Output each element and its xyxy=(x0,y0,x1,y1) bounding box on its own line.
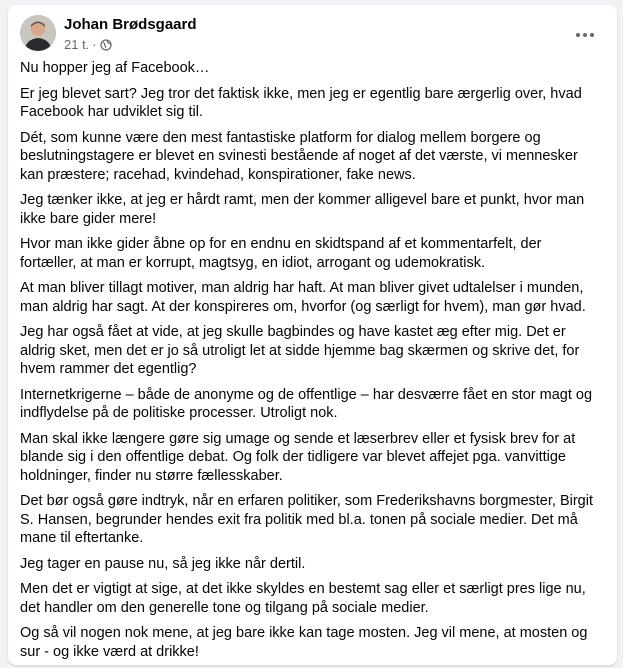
post-paragraph: Jeg tænker ikke, at jeg er hårdt ramt, men der kommer alligevel bare et punkt, hvor man ikke bare gider mere! xyxy=(20,192,585,227)
globe-icon[interactable] xyxy=(100,39,112,51)
meta-separator: · xyxy=(92,37,97,52)
post-paragraph: Nu hopper jeg af Facebook… xyxy=(20,60,210,76)
post-paragraph: At man bliver tillagt motiver, man aldrig har haft. At man bliver givet udtalelser i munden, man aldrig har sagt. At der konspireres om, hvorfor (og særligt for hvem), man gør hvad. xyxy=(20,280,586,315)
post-paragraph: Og så vil nogen nok mene, at jeg bare ikke kan tage mosten. Jeg vil mene, at mosten og sur - og ikke værd at drikke! xyxy=(20,625,588,660)
post-paragraph: Dét, som kunne være den mest fantastiske platform for dialog mellem borgere og beslutningstagere er blevet en svinesti bestående af noget af det værste, vi mennesker kan præstere; racehad, kvindehad, konspirationer, fake news. xyxy=(20,129,578,183)
post-paragraph: Er jeg blevet sart? Jeg tror det faktisk ikke, men jeg er egentlig bare ærgerlig over, hvad Facebook har udviklet sig til. xyxy=(20,85,582,120)
post-paragraph: Internetkrigerne – både de anonyme og de offentlige – har desværre fået en stor magt og indflydelse på de politiske processer. Utroligt nok. xyxy=(20,386,593,421)
post-paragraph: Jeg tager en pause nu, så jeg ikke når dertil. xyxy=(20,555,306,572)
post-paragraph: Men det er vigtigt at sige, at det ikke skyldes en bestemt sag eller et særligt pres lige nu, det handler om den generelle tone og tilgang på sociale medier. xyxy=(20,581,586,616)
post-card xyxy=(8,5,617,665)
post-header xyxy=(20,15,605,55)
post-paragraph: Hvor man ikke gider åbne op for en endnu en skidtspand af et kommentarfelt, der fortæller, at man er korrupt, magtsyg, en idiot, arrogant og udemokratisk. xyxy=(20,236,542,271)
post-timestamp[interactable]: 21 t. xyxy=(64,37,90,52)
post-paragraph: Man skal ikke længere gøre sig umage og sende et læserbrev eller et fysisk brev for at blande sig i den offentlige debat. Og folk der tidligere var blevet affejet pga. vanvittige holdninger, finder nu større fællesskaber. xyxy=(20,430,576,484)
author-avatar[interactable] xyxy=(20,15,56,51)
post-meta xyxy=(64,37,112,52)
post-paragraph: Jeg har også fået at vide, at jeg skulle bagbindes og have kastet æg efter mig. Det er aldrig sket, men det er jo så utroligt let at sidde hjemme bag skærmen og skrive det, for hvem rammer det egentlig? xyxy=(20,324,580,377)
more-horizontal-icon xyxy=(575,32,595,38)
author-name[interactable]: Johan Brødsgaard xyxy=(64,16,197,33)
more-options-button[interactable] xyxy=(571,21,599,49)
post-body xyxy=(20,59,600,668)
post-paragraph: Det bør også gøre indtryk, når en erfaren politiker, som Frederikshavns borgmester, Birgit S. Hansen, begrunder hendes exit fra politik med bl.a. tonen på sociale medier. Det må mane til eftertanke. xyxy=(20,493,593,546)
